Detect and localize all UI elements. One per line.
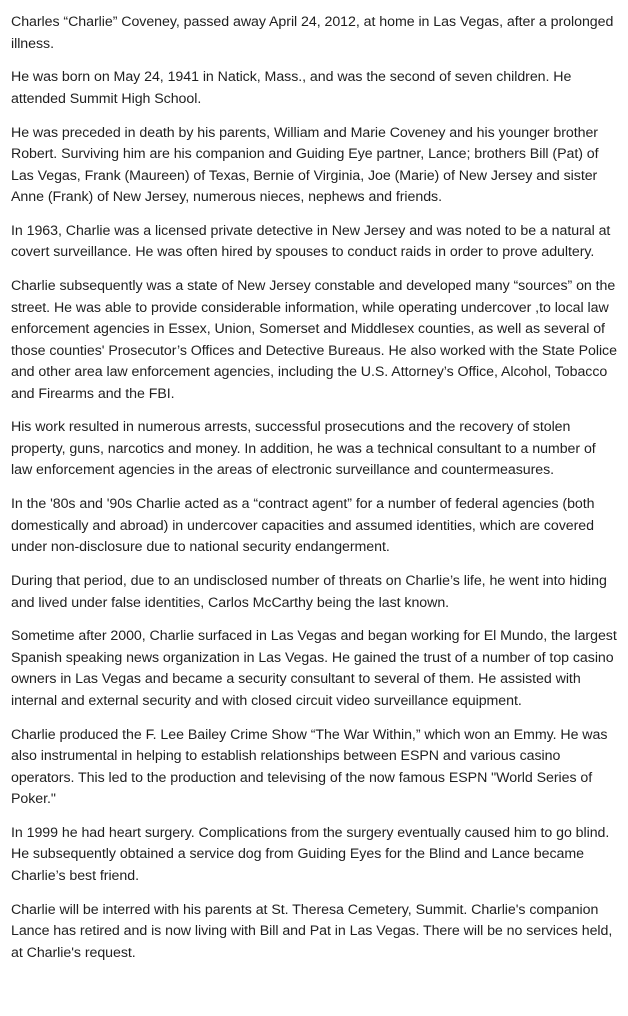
paragraph-hiding: During that period, due to an undisclosed number of threats on Charlie’s life, he went into hiding and lived under false identities, Carlos McCarthy being the last known. — [11, 573, 607, 611]
paragraph-private-detective: In 1963, Charlie was a licensed private detective in New Jersey and was noted to be a natural at covert surveillance. He was often hired by spouses to conduct raids in order to prove adultery. — [11, 222, 611, 261]
paragraph-heart-surgery: In 1999 he had heart surgery. Complications from the surgery eventually caused him to go blind. He subsequently obtained a service dog from Guiding Eyes for the Blind and Lance became Charlie’s best friend. — [11, 824, 610, 884]
paragraph-contract-agent: In the '80s and '90s Charlie acted as a “contract agent” for a number of federal agencies (both domestically and abroad) in undercover capacities and assumed identities, which are covered under non-disclosure due to national security endangerment. — [11, 496, 595, 556]
paragraph-work-results: His work resulted in numerous arrests, successful prosecutions and the recovery of stolen property, guns, narcotics and money. In addition, he was a technical consultant to a number of law enforcement agencies in the areas of electronic surveillance and countermeasures. — [11, 419, 596, 479]
paragraph-crime-show: Charlie produced the F. Lee Bailey Crime Show “The War Within,” which won an Emmy. He was also instrumental in helping to establish relationships between ESPN and various casino operators. This led to the production and televising of the now famous ESPN "World Series of Poker." — [11, 726, 608, 808]
paragraph-birth: He was born on May 24, 1941 in Natick, Mass., and was the second of seven children. He attended Summit High School. — [11, 69, 572, 107]
paragraph-death-notice: Charles “Charlie” Coveney, passed away April 24, 2012, at home in Las Vegas, after a prolonged illness. — [11, 14, 614, 52]
paragraph-family: He was preceded in death by his parents, William and Marie Coveney and his younger brother Robert. Surviving him are his companion and Guiding Eye partner, Lance; brothers Bill (Pat) of Las Vegas, Frank (Maureen) of Texas, Bernie of Virginia, Joe (Marie) of New Jersey and sister Anne (Frank) of New Jersey, numerous nieces, nephews and friends. — [11, 124, 599, 206]
paragraph-las-vegas: Sometime after 2000, Charlie surfaced in Las Vegas and began working for El Mundo, the largest Spanish speaking news organization in Las Vegas. He gained the trust of a number of top casino owners in Las Vegas and became a security consultant to several of them. He assisted with internal and external security and with closed circuit video surveillance equipment. — [11, 628, 617, 709]
paragraph-interment: Charlie will be interred with his parents at St. Theresa Cemetery, Summit. Charlie's companion Lance has retired and is now living with Bill and Pat in Las Vegas. There will be no services held, at Charlie's request. — [11, 901, 613, 961]
paragraph-constable: Charlie subsequently was a state of New Jersey constable and developed many “sources” on the street. He was able to provide considerable information, while operating undercover ,to local law enforcement agencies in Essex, Union, Somerset and Middlesex counties, as well as several of those counties' Prosecutor’s Offices and Detective Bureaus. He also worked with the State Police and other area law enforcement agencies, including the U.S. Attorney’s Office, Alcohol, Tobacco and Firearms and the FBI. — [11, 278, 617, 402]
